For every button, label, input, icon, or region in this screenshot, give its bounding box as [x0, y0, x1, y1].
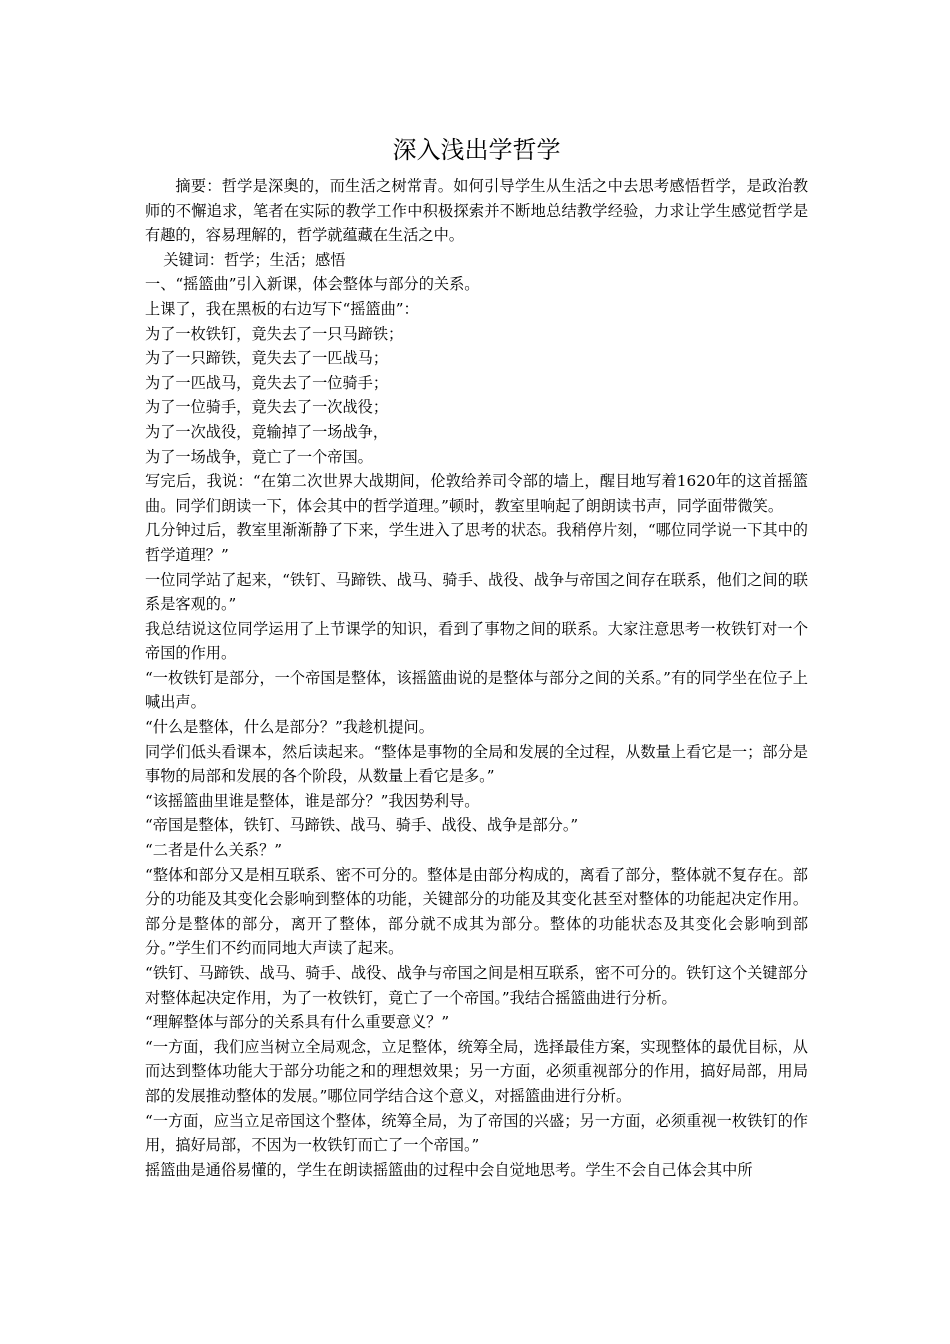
paragraph: 同学们低头看课本，然后读起来。“整体是事物的全局和发展的全过程，从数量上看它是一；部分是事物的局部和发展的各个阶段，从数量上看它是多。”: [145, 742, 808, 786]
paragraph: “一方面，我们应当树立全局观念，立足整体，统筹全局，选择最佳方案，实现整体的最优目标，从而达到整体功能大于部分功能之和的理想效果；另一方面，必须重视部分的作用，搞好局部，用局部的发展推动整体的发展。”哪位同学结合这个意义，对摇篮曲进行分析。: [145, 1037, 808, 1105]
paragraph: “二者是什么关系？”: [145, 841, 283, 860]
paragraph: 上课了，我在黑板的右边写下“摇篮曲”：: [145, 299, 419, 318]
paragraph: “整体和部分又是相互联系、密不可分的。整体是由部分构成的，离看了部分，整体就不复存在。部分的功能及其变化会影响到整体的功能，关键部分的功能及其变化甚至对整体的功能起决定作用。部分是整体的部分，离开了整体，部分就不成其为部分。整体的功能状态及其变化会影响到部分。”学生们不约而同地大声读了起来。: [145, 865, 808, 958]
lullaby-line: 为了一位骑手，竟失去了一次战役；: [145, 398, 388, 417]
lullaby-line: 为了一场战争，竟亡了一个帝国。: [145, 447, 373, 466]
document-title: 深入浅出学哲学: [392, 136, 561, 164]
paragraph: “什么是整体，什么是部分？”我趁机提问。: [145, 718, 434, 737]
paragraph: “铁钉、马蹄铁、战马、骑手、战役、战争与帝国之间是相互联系，密不可分的。铁钉这个关键部分对整体起决定作用，为了一枚铁钉，竟亡了一个帝国。”我结合摇篮曲进行分析。: [145, 964, 808, 1007]
paragraph: “一方面，应当立足帝国这个整体，统筹全局，为了帝国的兴盛；另一方面，必须重视一枚铁钉的作用，搞好局部，不因为一枚铁钉而亡了一个帝国。”: [145, 1111, 808, 1155]
lullaby-line: 为了一匹战马，竟失去了一位骑手；: [145, 373, 388, 392]
paragraph: “该摇篮曲里谁是整体，谁是部分？”我因势利导。: [145, 791, 480, 810]
paragraph: 一位同学站了起来，“铁钉、马蹄铁、战马、骑手、战役、战争与帝国之间存在联系，他们之间的联系是客观的。”: [145, 570, 808, 614]
body-text: [145, 272, 808, 1182]
keywords-line: 关键词：哲学；生活；感悟: [163, 250, 346, 269]
paragraph: 我总结说这位同学运用了上节课学的知识，看到了事物之间的联系。大家注意思考一枚铁钉对一个帝国的作用。: [145, 619, 808, 663]
lullaby-line: 为了一次战役，竟输掉了一场战争，: [145, 422, 388, 441]
abstract-paragraph: 摘要：哲学是深奥的，而生活之树常青。如何引导学生从生活之中去思考感悟哲学，是政治教师的不懈追求，笔者在实际的教学工作中积极探索并不断地总结教学经验，力求让学生感觉哲学是有趣的，容易理解的，哲学就蕴藏在生活之中。: [145, 177, 808, 245]
section-heading-1: 一、“摇篮曲”引入新课，体会整体与部分的关系。: [145, 275, 480, 294]
paragraph: “一枚铁钉是部分，一个帝国是整体，该摇篮曲说的是整体与部分之间的关系。”有的同学坐在位子上喊出声。: [145, 668, 808, 712]
paragraph: 摇篮曲是通俗易懂的，学生在朗读摇篮曲的过程中会自觉地思考。学生不会自己体会其中所: [145, 1160, 753, 1179]
paragraph: 几分钟过后，教室里渐渐静了下来，学生进入了思考的状态。我稍停片刻，“哪位同学说一下其中的哲学道理？”: [145, 521, 808, 564]
paragraph: 写完后，我说：“在第二次世界大战期间，伦敦给养司令部的墙上，醒目地写着1620年的这首摇篮曲。同学们朗读一下，体会其中的哲学道理。”顿时，教室里响起了朗朗读书声，同学面带微笑。: [145, 472, 808, 515]
paragraph: “帝国是整体，铁钉、马蹄铁、战马、骑手、战役、战争是部分。”: [145, 816, 579, 835]
lullaby-line: 为了一只蹄铁，竟失去了一匹战马；: [145, 349, 388, 368]
paragraph: “理解整体与部分的关系具有什么重要意义？”: [145, 1013, 450, 1032]
lullaby-line: 为了一枚铁钉，竟失去了一只马蹄铁；: [145, 324, 404, 343]
